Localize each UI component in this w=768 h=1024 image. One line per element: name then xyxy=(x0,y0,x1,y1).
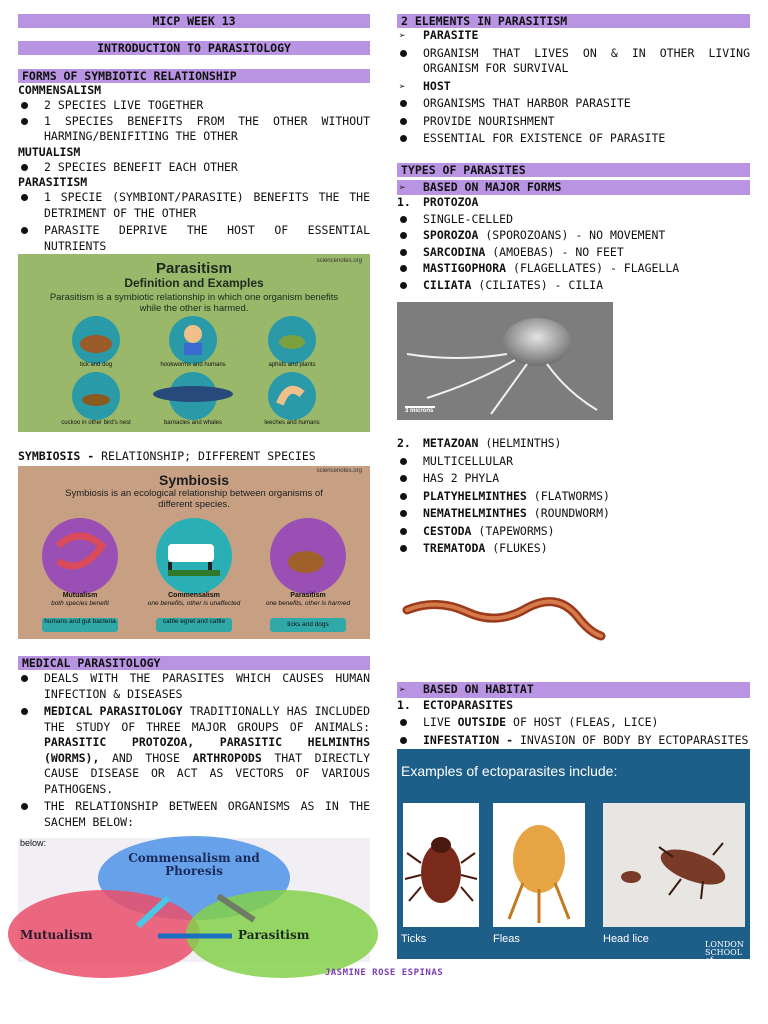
text: LIVE xyxy=(423,715,458,729)
panel-desc: both species benefit xyxy=(51,600,109,607)
head-lice-icon xyxy=(603,803,745,927)
flea-icon xyxy=(493,803,585,927)
symbiosis-line xyxy=(18,449,370,464)
list-item xyxy=(18,704,370,797)
text: (TAPEWORMS) xyxy=(471,523,555,538)
list-item xyxy=(397,454,750,470)
mutualism-list xyxy=(18,160,370,176)
text: (HELMINTHS) xyxy=(478,436,562,450)
venn-corner-text: below: xyxy=(20,838,47,848)
lice-photo xyxy=(603,803,745,927)
parasitism-list xyxy=(18,190,370,254)
list-item: 2 SPECIES BENEFIT EACH OTHER xyxy=(18,160,370,176)
term: CESTODA xyxy=(423,523,472,538)
earthworm-illustration xyxy=(397,568,609,668)
parasite-list xyxy=(397,28,750,147)
figure-title: Examples of ectoparasites include: xyxy=(401,763,618,779)
list-item: ORGANISM THAT LIVES ON & IN OTHER LIVING ORGANISM FOR SURVIVAL xyxy=(397,46,750,77)
list-item: PARASITE DEPRIVE THE HOST OF ESSENTIAL NUTRIENTS xyxy=(18,223,370,254)
list-item: THE RELATIONSHIP BETWEEN ORGANISMS AS IN THE SACHEM BELOW: xyxy=(18,799,370,830)
term: SPOROZOA xyxy=(423,228,479,242)
subheading-text: BASED ON MAJOR FORMS xyxy=(423,179,562,194)
number: 1. xyxy=(397,195,411,209)
figure-label: cuckoo in other bird's nest xyxy=(61,420,131,426)
term: MASTIGOPHORA xyxy=(423,261,507,275)
metazoan-list xyxy=(397,436,750,557)
figure-label: Ticks xyxy=(401,933,427,945)
figure-title: Parasitism xyxy=(156,260,232,277)
list-item: 1 SPECIE (SYMBIONT/PARASITE) BENEFITS THE THE DETRIMENT OF THE OTHER xyxy=(18,190,370,221)
list-heading xyxy=(397,28,750,44)
term: ARTHROPODS xyxy=(192,750,262,765)
text: (FLAGELLATES) - FLAGELLA xyxy=(506,261,680,275)
habitat-section xyxy=(397,682,750,748)
logo-line: SCHOOL of xyxy=(705,948,743,965)
term: METAZOAN xyxy=(423,436,479,450)
list-item xyxy=(397,471,750,487)
symbiosis-definition: RELATIONSHIP; DIFFERENT SPECIES xyxy=(94,449,316,463)
habitat-heading xyxy=(397,682,750,698)
number: 2. xyxy=(397,436,411,450)
term: CILIATA xyxy=(423,277,472,292)
list-item xyxy=(397,261,750,277)
corner-logo xyxy=(705,941,750,965)
worm-image xyxy=(397,568,609,668)
parasitism-figure xyxy=(18,254,370,432)
symbiosis-figure xyxy=(18,466,370,639)
term: TREMATODA xyxy=(423,541,486,555)
giardia-micrograph xyxy=(397,302,613,420)
mutualism-title: MUTUALISM xyxy=(18,144,81,159)
subheading-text: BASED ON HABITAT xyxy=(423,682,534,696)
list-heading xyxy=(397,195,750,211)
text: THAT DIRECTLY CAUSE DISEASE OR ACT AS VECTORS OF VARIOUS PATHOGENS. xyxy=(44,750,370,796)
logo-line: LONDON xyxy=(705,940,744,949)
venn-figure xyxy=(18,838,370,962)
tick-icon xyxy=(403,803,479,927)
list-item xyxy=(397,506,750,522)
figure-label: barnacles and whales xyxy=(163,420,223,426)
figure-title: Symbiosis xyxy=(158,472,230,488)
panel-example: cattle egret and cattle xyxy=(162,618,226,625)
term: PARASITE xyxy=(423,28,479,42)
term: PARASITIC PROTOZOA, PARASITIC HELMINTHS (WORMS), xyxy=(44,735,370,765)
figure-label: tick and dog xyxy=(79,362,113,368)
figure-caption: Symbiosis is an ecological relationship between organisms of different species. xyxy=(65,488,323,510)
list-item: ORGANISMS THAT HARBOR PARASITE xyxy=(397,96,750,112)
list-item xyxy=(397,245,750,261)
panel-example: ticks and dogs xyxy=(287,621,329,628)
week-banner: MICP WEEK 13 xyxy=(18,14,370,28)
text: (SPOROZOANS) - NO MOVEMENT xyxy=(478,228,666,242)
list-item: ESSENTIAL FOR EXISTENCE OF PARASITE xyxy=(397,131,750,147)
list-item: 2 SPECIES LIVE TOGETHER xyxy=(18,98,370,114)
major-forms-heading xyxy=(397,180,750,196)
micrograph-image xyxy=(397,302,613,420)
panel-name: Parasitism xyxy=(290,592,326,599)
figure-caption: Parasitism is a symbiotic relationship in which one organism benefits while the other is harmed. xyxy=(49,292,339,314)
flea-photo xyxy=(493,803,585,927)
medical-section xyxy=(18,656,370,830)
commensalism-title: COMMENSALISM xyxy=(18,83,102,97)
figure-label: Head lice xyxy=(603,933,649,945)
term: ECTOPARASITES xyxy=(423,697,514,712)
panel-desc: one benefits, other is harmed xyxy=(265,600,351,607)
venn-label-top: Commensalism and Phoresis xyxy=(128,851,260,878)
text: HAS 2 PHYLA xyxy=(423,471,500,485)
figure-source: sciencenotes.org xyxy=(316,258,362,264)
panel-desc: one benefits, other is unaffected xyxy=(147,600,241,607)
number: 1. xyxy=(397,697,411,712)
venn-label-right: Parasitism xyxy=(238,928,310,942)
elements-heading: 2 ELEMENTS IN PARASITISM xyxy=(397,14,750,28)
ectoparasite-figure xyxy=(397,749,750,965)
medical-heading: MEDICAL PARASITOLOGY xyxy=(18,656,370,670)
list-item: 1 SPECIES BENEFITS FROM THE OTHER WITHOUT HARMING/BENIFITING THE OTHER xyxy=(18,114,370,145)
text: (ROUNDWORM) xyxy=(526,506,610,520)
symbiosis-term: SYMBIOSIS - xyxy=(18,449,95,463)
parasitism-title: PARASITISM xyxy=(18,175,88,189)
tick-photo xyxy=(403,803,479,927)
figure-label: hookworms and humans xyxy=(160,362,226,368)
page-title: INTRODUCTION TO PARASITOLOGY xyxy=(18,41,370,55)
panel-name: Commensalism xyxy=(168,592,220,599)
panel-example: humans and gut bacteria xyxy=(44,618,116,625)
habitat-list xyxy=(397,682,750,748)
figure-label: Fleas xyxy=(493,933,520,945)
author-footer: JASMINE ROSE ESPINAS xyxy=(324,968,444,978)
right-column xyxy=(397,14,750,293)
left-column xyxy=(18,14,370,254)
list-item xyxy=(397,524,750,540)
text: SINGLE-CELLED xyxy=(423,211,514,226)
text: OF HOST (FLEAS, LICE) xyxy=(506,715,659,729)
list-heading xyxy=(397,436,750,452)
text: (CILIATES) - CILIA xyxy=(471,277,604,292)
list-item xyxy=(397,489,750,505)
types-heading: TYPES OF PARASITES xyxy=(397,163,750,177)
list-item xyxy=(397,541,750,557)
term: OUTSIDE xyxy=(457,715,507,729)
list-item xyxy=(397,228,750,244)
term: SARCODINA xyxy=(423,244,486,259)
medical-list xyxy=(18,671,370,830)
text: TRADITIONALLY HAS INCLUDED THE STUDY OF THREE MAJOR GROUPS OF ANIMALS: xyxy=(44,704,370,734)
list-item xyxy=(397,212,750,228)
venn-label-left: Mutualism xyxy=(20,928,93,942)
term: MEDICAL PARASITOLOGY xyxy=(44,704,183,718)
major-forms-list xyxy=(397,180,750,294)
text: (FLATWORMS) xyxy=(526,488,610,503)
text: INVASION OF BODY BY ECTOPARASITES xyxy=(513,732,749,747)
list-item xyxy=(397,733,750,749)
text: MULTICELLULAR xyxy=(423,453,514,468)
figure-source: sciencenotes.org xyxy=(316,468,362,474)
figure-label: leeches and humans xyxy=(264,420,320,426)
term: HOST xyxy=(423,78,451,93)
term: PLATYHELMINTHES xyxy=(423,488,527,503)
figure-subtitle: Definition and Examples xyxy=(124,276,264,290)
symbiotic-heading: FORMS OF SYMBIOTIC RELATIONSHIP xyxy=(18,69,370,83)
text: (FLUKES) xyxy=(485,541,548,555)
list-item: DEALS WITH THE PARASITES WHICH CAUSES HUMAN INFECTION & DISEASES xyxy=(18,671,370,702)
list-item: PROVIDE NOURISHMENT xyxy=(397,114,750,130)
commensalism-list xyxy=(18,98,370,145)
metazoan-section xyxy=(397,436,750,557)
term: NEMATHELMINTHES xyxy=(423,506,527,520)
list-item xyxy=(397,715,750,731)
list-heading xyxy=(397,698,750,714)
term: INFESTATION - xyxy=(423,732,514,747)
list-item xyxy=(397,278,750,294)
list-heading xyxy=(397,79,750,95)
scale-label: 3 microns xyxy=(405,408,434,414)
term: PROTOZOA xyxy=(423,195,479,209)
panel-name: Mutualism xyxy=(62,592,98,599)
figure-label: aphids and plants xyxy=(268,362,316,368)
text: AND THOSE xyxy=(99,750,193,765)
text: (AMOEBAS) - NO FEET xyxy=(485,244,624,259)
